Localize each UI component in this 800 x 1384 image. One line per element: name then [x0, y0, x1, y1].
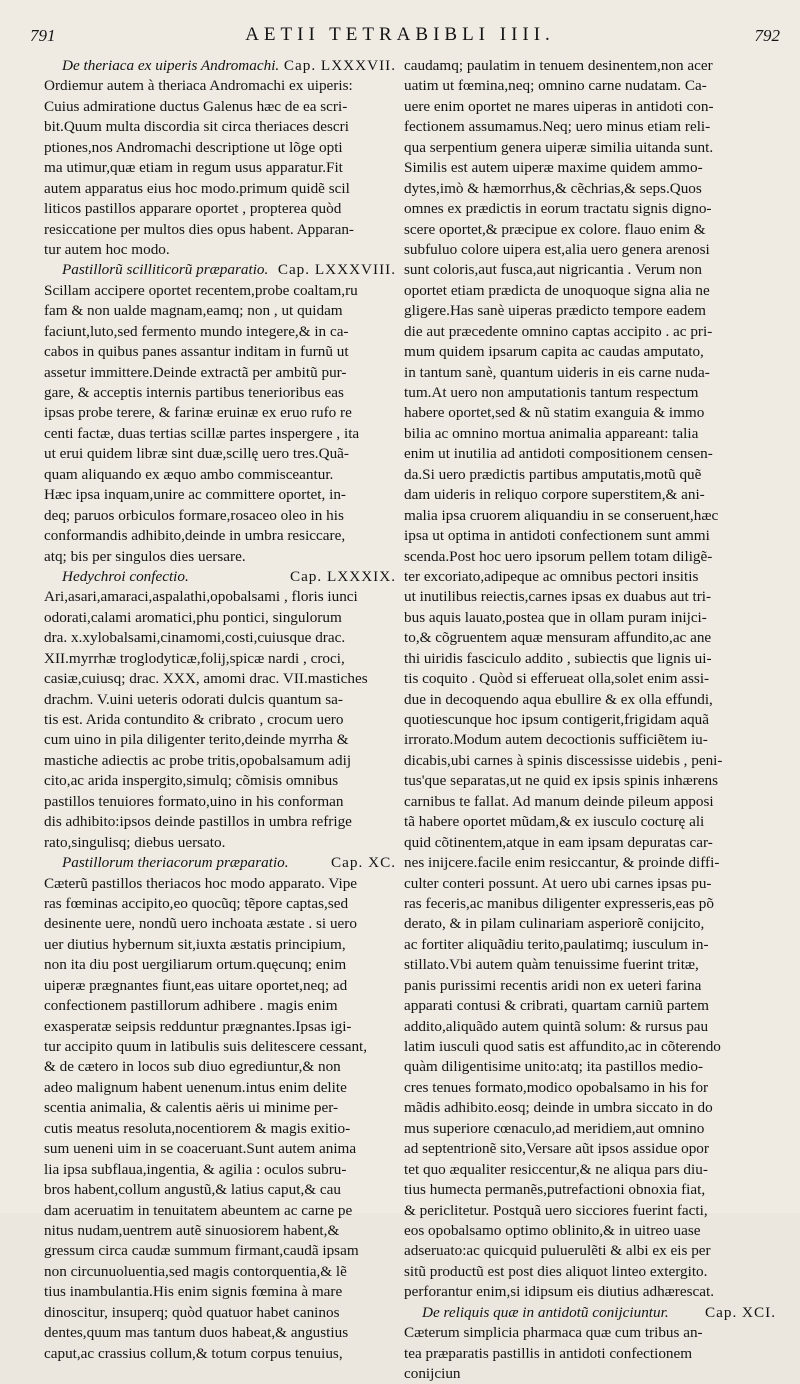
text-line: Cæterum simplicia pharmaca quæ cum tribus an- — [404, 1324, 703, 1342]
text-line: dam aceruatim in tenuitatem abeuntem ac carne pe — [44, 1201, 353, 1219]
text-line: Ari,asari,amaraci,aspalathi,opobalsami , floris iunci — [44, 588, 358, 606]
text-line: derato, & in pilam culinariam asperiorẽ conijcito, — [404, 915, 705, 933]
chapter-heading — [44, 853, 396, 873]
text-line: ras feceris,ac manibus diligenter expresseris,eas põ — [404, 894, 714, 912]
text-line: ras fœminas accipito,eo quocũq; tẽpore captas,sed — [44, 894, 349, 912]
text-line: tur autem hoc modo. — [44, 240, 170, 258]
chapter-heading — [44, 260, 396, 280]
text-line: deq; paruos orbiculos formare,rosaceo oleo in his — [44, 506, 344, 524]
text-line: pastillos tenuiores formato,uino in his conforman — [44, 792, 344, 810]
text-line: Hæc ipsa inquam,unire ac committere oportet, in- — [44, 486, 346, 504]
text-line: addito,aliquãdo autem quintã solum: & rursus pau — [404, 1017, 709, 1035]
text-line: desinente uere, nondũ uero inchoata æstate . si uero — [44, 915, 357, 933]
text-line: ac fortiter aliquãdiu terito,paulatimq; iusculum in- — [404, 935, 709, 953]
text-line: adeo malignum habent uenenum.intus enim delite — [44, 1078, 347, 1096]
text-line: malia ipsa cruorem aliquandiu in se conseruent,hæc — [404, 506, 719, 524]
text-line: dicabis,ubi carnes à spinis discessisse uidebis , peni- — [404, 751, 723, 769]
text-line: die aut præcedente omnino captas accipito . ac pri- — [404, 322, 713, 340]
text-line: ut inutilibus reiectis,carnes ipsas ex duabus aut tri- — [404, 588, 712, 606]
page-header — [0, 24, 800, 54]
text-line: mastiche adiectis ac probe tritis,opobalsamum adij — [44, 751, 352, 769]
text-line: tis coquito . Quòd si efferueat olla,solet enim assi- — [404, 670, 710, 688]
chapter-number: Cap. LXXXVIII. — [277, 261, 396, 279]
text-line: Cuius admiratione ductus Galenus hæc de ea scri- — [44, 97, 348, 115]
text-line: ma utimur,quæ etiam in regum usus apparatur.Fit — [44, 159, 343, 177]
text-line: conformandis adhibito,deinde in umbra resiccare, — [44, 527, 346, 545]
text-line: dentes,quum mas tantum duos habeat,& angustius — [44, 1324, 349, 1342]
text-line: drachm. V.uini ueteris odorati dulcis quantum sa- — [44, 690, 343, 708]
text-line: ut erui quidem libræ sint duæ,scillę uero tres.Quã- — [44, 445, 349, 463]
text-line: uere enim oportet ne mares uiperas in antidoti con- — [404, 97, 714, 115]
text-line: bus aquis lauato,postea que in ollam puram inijci- — [404, 608, 707, 626]
text-line: gare, & acceptis internis partibus tenerioribus eas — [44, 384, 344, 401]
text-line: stillato.Vbi autem quàm tenuissime fuerint tritæ, — [404, 956, 699, 974]
text-line: caudamq; paulatim in tenuem desinentem,non acer — [404, 57, 713, 74]
text-line: tius inambulantia.His enim signis fœmina à mare — [44, 1283, 343, 1301]
text-line: culter conteri possunt. At uero ubi carnes ipsas pu- — [404, 874, 712, 892]
page-number-left: 791 — [30, 26, 56, 45]
text-line: uer diutius hybernum sit,iuxta æstatis principium, — [44, 935, 346, 953]
text-line: nitus nudam,uentrem autẽ sinuosiorem habent,& — [44, 1221, 340, 1239]
chapter-heading — [404, 1303, 776, 1323]
text-line: ipsa ut optima in antidoti confectionem sunt ammi — [404, 527, 710, 545]
chapter-heading — [44, 567, 396, 587]
chapter-heading — [44, 56, 396, 76]
text-line: bilia ac omnino mortua animalia appareant: talia — [404, 424, 699, 442]
chapter-title: Pastillorum theriacorum præparatio. — [62, 854, 289, 872]
text-line: quotiescunque hoc ipsum contigerit,frigidam aquã — [404, 711, 709, 728]
text-line: conijciun — [404, 1365, 461, 1382]
chapter-number: Cap. XCI. — [704, 1303, 776, 1321]
text-line: resiccatione per multos dies opus habent. Apparan- — [44, 220, 354, 238]
text-line: Ordiemur autem à theriaca Andromachi ex uiperis: — [44, 77, 353, 95]
text-line: casiæ,cuiusq; drac. XXX, amomi drac. VII.mastiches — [44, 670, 368, 688]
text-line: cres tenues formato,modico opobalsamo in his for — [404, 1078, 709, 1096]
text-line: apparati contusi & cribrati, quartam carniũ partem — [404, 997, 709, 1015]
text-line: assetur immittere.Deinde extractã per ambitũ pur- — [44, 363, 347, 381]
text-line: gligere.Has sanè uiperas prædicto tempore eadem — [404, 302, 706, 320]
text-line: scere oportet,& præcipue ex colore. flauo enim & — [404, 220, 706, 238]
text-line: ptiones,nos Andromachi descriptione ut lõge opti — [44, 138, 343, 156]
text-line: irrorato.Modum autem decoctionis sufficiẽtem iu- — [404, 731, 708, 749]
text-line: autem apparatus eius hoc modo.primum quidẽ scil — [44, 179, 350, 197]
text-line: cutis meatus resoluta,nocentiorem & magis exitio- — [44, 1119, 351, 1137]
text-line: enim ut inutilia ad antidoti compositionem censen- — [404, 445, 713, 463]
text-line: lia ipsa subflaua,ingentia, & agilia : oculos subru- — [44, 1160, 347, 1178]
text-line: perforantur enim,si idipsum eis diutius adhærescat. — [404, 1283, 715, 1301]
text-line: adseruato:ac quicquid puluerulẽti & albi ex eis per — [404, 1242, 711, 1260]
text-line: quid cõtinentem,atque in eam ipsam depuratas car- — [404, 833, 713, 851]
text-line: mum quidem ipsarum capita ac caudas amputato, — [404, 343, 704, 361]
text-line: & periclitetur. Postquã uero sicciores fuerint facti, — [404, 1201, 708, 1219]
text-line: ter excoriato,adipeque ac omnibus pectori insitis — [404, 567, 699, 585]
text-line: bit.Quum multa discordia sit circa theriaces descri — [44, 118, 349, 136]
text-line: tur accipito quum in latibulis suis delitescere cessant, — [44, 1038, 368, 1055]
text-line: omnes ex prædictis in eorum tractatu signis digno- — [404, 200, 712, 218]
text-line: uatim ut fœmina,neq; omnino carne nudatam. Ca- — [404, 77, 707, 95]
chapter-title: Pastillorũ scilliticorũ præparatio. — [62, 261, 269, 279]
text-line: nes inijcere.facile enim resiccantur, & proinde diffi- — [404, 854, 720, 872]
text-line: dytes,imò & hæmorrhus,& cẽchrias,& seps.Quos — [404, 179, 702, 197]
text-line: liticos pastillos apparare oportet , propterea quòd — [44, 200, 342, 218]
chapter-number: Cap. LXXXVII. — [283, 57, 396, 74]
text-line: cum uino in pila diligenter terito,deinde myrrha & — [44, 731, 349, 749]
text-line: faciunt,luto,sed fermento mundo integere,& in ca- — [44, 322, 349, 340]
text-line: habere oportet,sed & nũ statim exanguia & immo — [404, 404, 705, 422]
text-line: & de cætero in locos sub diuo egrediuntur,& non — [44, 1058, 341, 1076]
text-line: Scillam accipere oportet recentem,probe coaltam,ru — [44, 281, 358, 299]
text-line: qua serpentium genera uiperæ similia uitanda sunt. — [404, 138, 714, 156]
text-line: carnibus te fallat. Ad manum deinde pileum apposi — [404, 792, 714, 810]
right-column — [404, 56, 776, 1384]
text-line: Cæterũ pastillos theriacos hoc modo apparato. Vipe — [44, 874, 358, 892]
chapter-title: De reliquis quæ in antidotũ conijciuntur. — [422, 1303, 669, 1321]
text-line: scenda.Post hoc uero ipsorum pellem totam diligẽ- — [404, 547, 713, 565]
text-line: tet quo æqualiter resiccentur,& ne aliqua pars diu- — [404, 1160, 708, 1178]
text-line: ad septentrionẽ sito,Versare aũt ipsos assidue opor — [404, 1140, 709, 1158]
text-line: odorati,calami aromatici,phu pontici, singulorum — [44, 608, 342, 626]
text-line: XII.myrrhæ troglodyticæ,folij,spicæ nardi , croci, — [44, 649, 345, 667]
page-number-right: 792 — [754, 26, 780, 45]
text-line: quàm diligentisime unito:atq; ita pastillos medio- — [404, 1058, 704, 1076]
text-line: tis est. Arida contundito & cribrato , crocum uero — [44, 711, 344, 728]
chapter-number: Cap. LXXXIX. — [289, 567, 396, 585]
text-line: thi uiridis fasciculo addito , subiectis que lignis ui- — [404, 649, 712, 667]
text-line: dinoscitur, insuperq; quòd quatuor habet caninos — [44, 1303, 340, 1321]
text-line: tã habere oportet mũdam,& ex iusculo cocturę ali — [404, 813, 705, 831]
text-line: tum.At uero non amputationis tantum respectum — [404, 384, 699, 401]
text-line: fam & non ualde magnam,eamq; non , ut quidam — [44, 302, 343, 320]
chapter-title: De theriaca ex uiperis Andromachi. — [62, 57, 280, 74]
text-line: centi factæ, duas tertias scillæ partes inspergere , ita — [44, 424, 360, 442]
text-line: ipsas probe terere, & farinæ eruinæ ex eruo rufo re — [44, 404, 352, 422]
text-line: caput,ac crassius collum,& totum corpus tenuius, — [44, 1344, 343, 1362]
text-line: subfuluo colore uipera est,alia uero genera arenosi — [404, 240, 710, 258]
text-line: mãdis adhibito.eosq; deinde in umbra siccato in do — [404, 1099, 713, 1117]
text-line: bros habent,collum angustũ,& latius caput,& cau — [44, 1181, 341, 1199]
chapter-title: Hedychroi confectio. — [62, 567, 189, 585]
text-line: non circunuoluentia,sed magis contorquentia,& lẽ — [44, 1262, 347, 1280]
text-line: eos opobalsamo optimo oblinito,& in uitreo uase — [404, 1221, 701, 1239]
text-line: dra. x.xylobalsami,cinamomi,costi,cuiusque drac. — [44, 629, 346, 647]
text-line: confectionem pastillorum adhibere . magis enim — [44, 997, 338, 1015]
text-line: in tantum sanè, quantum uideris in eis carne nuda- — [404, 363, 710, 381]
text-line: scentia animalia, & calentis aëris ui minime per- — [44, 1099, 339, 1117]
text-line: exasperatæ seipsis redduntur prægnantes.Ipsas igi- — [44, 1017, 352, 1035]
text-line: cabos in quibus panes assantur inditam in furnũ ut — [44, 343, 349, 361]
text-line: quam aliquando ex æquo ambo commisceantur. — [44, 465, 334, 483]
text-line: dam uideris in reliquo corpore superstitem,& ani- — [404, 486, 705, 504]
text-line: sum ueneni uim in se coaceruant.Sunt autem anima — [44, 1140, 357, 1158]
text-line: tius humecta permanẽs,putrefactioni obnoxia fiat, — [404, 1181, 706, 1199]
text-line: dis adhibito:ipsos deinde pastillos in umbra refrige — [44, 813, 352, 831]
running-head: AETII TETRABIBLI IIII. — [245, 24, 555, 45]
text-line: tea præparatis pastillis in antidoti confectionem — [404, 1344, 693, 1362]
text-line: tus'que separatas,ut ne quid ex ipsis spinis inhærens — [404, 772, 719, 790]
text-line: panis purissimi recentis aridi non ex ueteri farina — [404, 976, 702, 994]
text-line: non ita diu post uergiliarum ortum.quęcunq; enim — [44, 956, 347, 974]
text-line: atq; bis per singulos dies uersare. — [44, 547, 246, 565]
text-line: Similis est autem uiperæ maxime quidem ammo- — [404, 159, 703, 177]
text-line: sitũ productũ est post dies aliquot linteo extergito. — [404, 1262, 708, 1280]
text-line: fectionem assumamus.Neq; uero minus etiam reli- — [404, 118, 711, 136]
chapter-number: Cap. XC. — [331, 854, 396, 872]
text-line: da.Si uero prædictis partibus amputatis,motũ quẽ — [404, 465, 702, 483]
text-line: cito,ac arida inspergito,simulq; cõmisis omnibus — [44, 772, 339, 790]
text-line: due in decoquendo aqua ebullire & ex olla effundi, — [404, 690, 713, 708]
text-line: gressum circa caudæ summum firmant,caudã ipsam — [44, 1242, 359, 1260]
text-line: rato,singulisq; diebus uersato. — [44, 833, 226, 851]
text-line: to,& cõgruentem aquæ mensuram affundito,ac ane — [404, 629, 712, 647]
text-line: oportet etiam prædicta de unoquoque signa alia ne — [404, 281, 710, 299]
text-line: sunt coloris,aut fusca,aut nigricantia . Verum non — [404, 261, 702, 279]
text-line: latim iusculi quod satis est affundito,ac in cõterendo — [404, 1038, 721, 1055]
left-column — [44, 56, 396, 1364]
text-line: mus superiore cœnaculo,ad meridiem,aut omnino — [404, 1119, 705, 1137]
text-line: uiperæ prægnantes fiunt,eas uitare oportet,neq; ad — [44, 976, 348, 994]
